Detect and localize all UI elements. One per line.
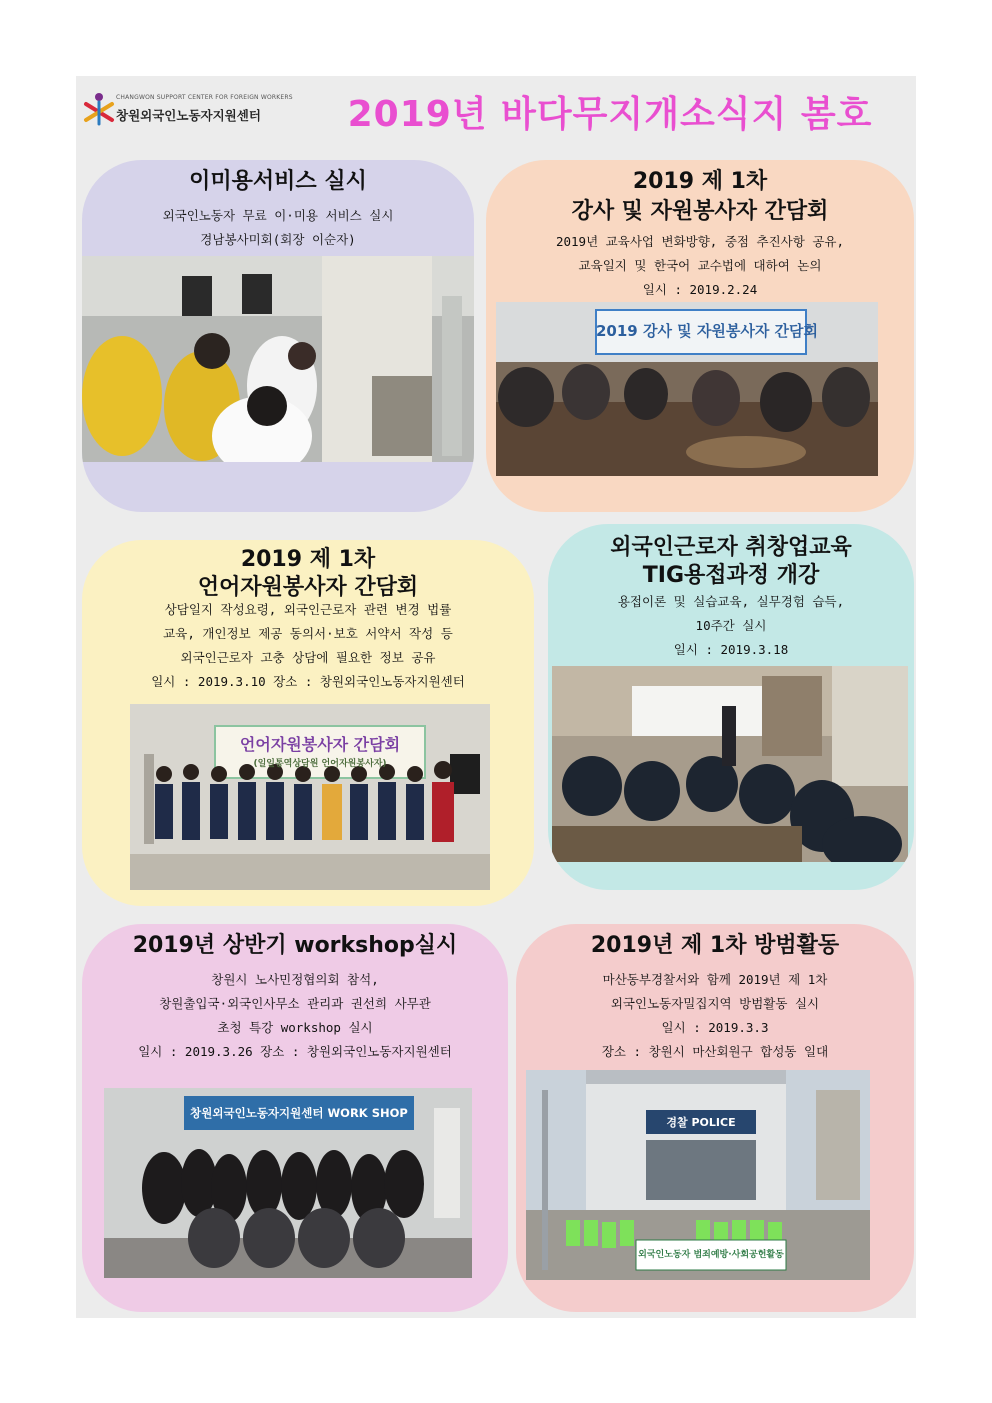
card-text-line: 상담일지 작성요령, 외국인근로자 관련 변경 법률	[164, 602, 452, 617]
card-title: 2019년 상반기 workshop실시	[132, 933, 458, 958]
police-sign-text: 경찰 POLICE	[666, 1116, 736, 1129]
logo-mark-icon	[82, 90, 116, 126]
card-text-line: 10주간 실시	[695, 618, 767, 633]
card-text-line: 일시 : 2019.2.24	[642, 282, 758, 297]
center-logo	[82, 90, 293, 130]
photo-volunteer-group	[130, 704, 490, 890]
photo-welding-class	[552, 666, 908, 862]
card-title: 2019 제 1차	[240, 547, 376, 572]
logo-english-name: CHANGWON SUPPORT CENTER FOR FOREIGN WORKERS	[116, 94, 293, 101]
card-text-line: 용접이론 및 실습교육, 실무경험 습득,	[617, 594, 845, 609]
banner-text: 외국인노동자 범죄예방·사회공헌활동	[638, 1250, 784, 1260]
card-text-line: 창원출입국·외국인사무소 관리과 권선희 사무관	[159, 996, 431, 1011]
card-text-line: 2019년 교육사업 변화방향, 중점 추진사항 공유,	[555, 234, 845, 249]
card-text-line: 창원시 노사민정협의회 참석,	[211, 972, 379, 987]
card-title: 2019 제 1차	[632, 169, 768, 194]
logo-korean-name: 창원외국인노동자지원센터	[116, 108, 261, 123]
card-title: 외국인근로자 취창업교육	[610, 535, 852, 560]
banner-subtext: (일일통역상담원 언어자원봉사자)	[253, 759, 387, 769]
banner-text: 창원외국인노동자지원센터 WORK SHOP	[190, 1106, 408, 1120]
photo-instructor-meeting	[496, 302, 878, 476]
banner-text: 언어자원봉사자 간담회	[239, 735, 401, 754]
photo-police-station	[526, 1070, 870, 1280]
card-instructor-meeting	[486, 160, 914, 512]
card-text-line: 일시 : 2019.3.18	[673, 642, 789, 657]
photo-haircut	[82, 256, 474, 462]
card-workshop	[82, 924, 508, 1312]
newsletter-title: 2019년 바다무지개소식지 봄호	[347, 94, 873, 135]
card-text-line: 외국인근로자 고충 상담에 필요한 정보 공유	[180, 650, 436, 665]
card-title: 이미용서비스 실시	[189, 169, 367, 194]
card-title: 강사 및 자원봉사자 간담회	[571, 199, 829, 224]
card-title: 2019년 제 1차 방범활동	[590, 933, 840, 958]
card-text-line: 일시 : 2019.3.10 장소 : 창원외국인노동자지원센터	[151, 674, 465, 689]
card-text-line: 초청 특강 workshop 실시	[217, 1020, 373, 1035]
card-welding-course	[548, 524, 914, 890]
card-text-line: 외국인노동자 무료 이·미용 서비스 실시	[162, 208, 394, 223]
card-crime-prevention	[516, 924, 914, 1312]
card-beauty-service	[82, 160, 474, 512]
card-text-line: 장소 : 창원시 마산회원구 합성동 일대	[601, 1044, 829, 1059]
card-text-line: 일시 : 2019.3.3	[661, 1020, 769, 1035]
card-text-line: 외국인노동자밀집지역 방범활동 실시	[610, 996, 820, 1011]
card-text-line: 일시 : 2019.3.26 장소 : 창원외국인노동자지원센터	[138, 1044, 452, 1059]
card-title: 언어자원봉사자 간담회	[197, 575, 419, 600]
banner-text: 2019 강사 및 자원봉사자 간담회	[596, 322, 819, 340]
card-text-line: 교육, 개인정보 제공 동의서·보호 서약서 작성 등	[163, 626, 453, 641]
card-text-line: 경남봉사미회(회장 이순자)	[200, 232, 356, 247]
card-language-volunteer-meeting	[82, 540, 534, 906]
photo-workshop-group	[104, 1088, 472, 1278]
card-text-line: 마산동부경찰서와 함께 2019년 제 1차	[602, 972, 828, 987]
card-text-line: 교육일지 및 한국어 교수법에 대하여 논의	[578, 258, 822, 273]
card-title: TIG용접과정 개강	[642, 563, 820, 588]
